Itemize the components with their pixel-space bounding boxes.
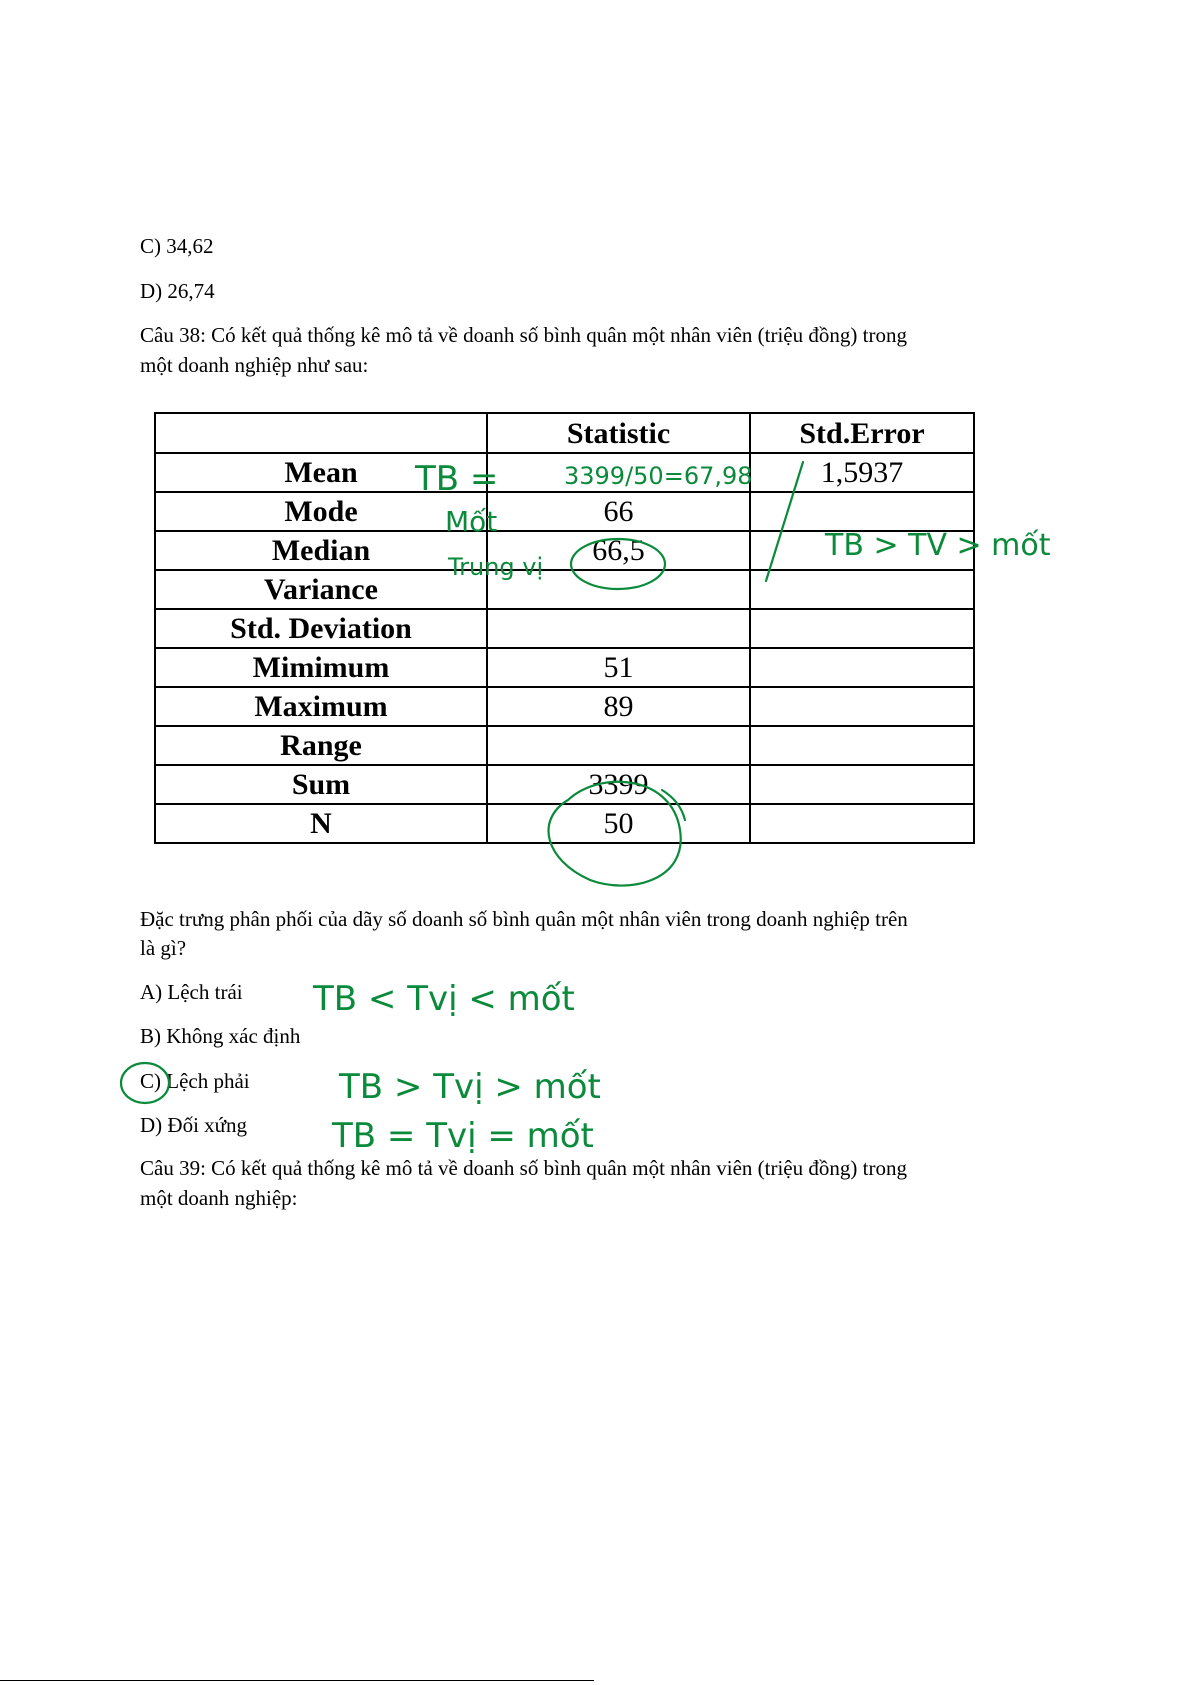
option-c: C) Lệch phải — [140, 1069, 250, 1093]
question-39-stem-line2: một doanh nghiệp: — [140, 1186, 298, 1210]
table-row — [155, 570, 974, 609]
option-b: B) Không xác định — [140, 1024, 301, 1048]
row-label: Mean — [155, 453, 487, 492]
header-std-error: Std.Error — [750, 413, 974, 453]
hw-skew-note: TB > TV > mốt — [825, 528, 1051, 563]
table-row — [155, 492, 974, 531]
header-blank — [155, 413, 487, 453]
option-a: A) Lệch trái — [140, 980, 243, 1004]
table-header-row — [155, 413, 974, 453]
row-std-error — [750, 687, 974, 726]
row-std-error — [750, 531, 974, 570]
row-statistic — [487, 726, 750, 765]
hw-option-a-note: TB < Tvị < mốt — [313, 979, 575, 1019]
table-row — [155, 609, 974, 648]
header-statistic: Statistic — [487, 413, 750, 453]
row-std-error — [750, 765, 974, 804]
table-row — [155, 531, 974, 570]
table-row — [155, 804, 974, 843]
row-statistic — [487, 570, 750, 609]
row-statistic: 50 — [487, 804, 750, 843]
hw-option-d-note: TB = Tvị = mốt — [332, 1116, 594, 1156]
row-label: Median — [155, 531, 487, 570]
table-row — [155, 726, 974, 765]
table-row — [155, 687, 974, 726]
table-row — [155, 648, 974, 687]
row-statistic — [487, 453, 750, 492]
table-row — [155, 453, 974, 492]
row-statistic: 66 — [487, 492, 750, 531]
descriptive-statistics-table — [154, 412, 975, 844]
row-label: Range — [155, 726, 487, 765]
option-d: D) Đối xứng — [140, 1113, 248, 1137]
question-38-stem-line1: Câu 38: Có kết quả thống kê mô tả về doanh số bình quân một nhân viên (triệu đồng) trong — [140, 323, 907, 347]
row-statistic: 51 — [487, 648, 750, 687]
row-label: Maximum — [155, 687, 487, 726]
row-label: Sum — [155, 765, 487, 804]
row-std-error: 1,5937 — [750, 453, 974, 492]
row-statistic: 66,5 — [487, 531, 750, 570]
question-38-line2: là gì? — [140, 936, 187, 960]
question-38-line1: Đặc trưng phân phối của dãy số doanh số bình quân một nhân viên trong doanh nghiệp trên — [140, 907, 908, 931]
row-std-error — [750, 648, 974, 687]
row-label: Std. Deviation — [155, 609, 487, 648]
question-38-stem-line2: một doanh nghiệp như sau: — [140, 353, 369, 377]
row-statistic: 89 — [487, 687, 750, 726]
option-c-prev: C) 34,62 — [140, 234, 214, 258]
row-std-error — [750, 804, 974, 843]
row-label: Mimimum — [155, 648, 487, 687]
hw-mean-note: TB = — [415, 459, 499, 499]
hw-mode-note: Mốt — [445, 505, 498, 538]
question-39-stem-line1: Câu 39: Có kết quả thống kê mô tả về doanh số bình quân một nhân viên (triệu đồng) trong — [140, 1156, 907, 1180]
footnote-rule — [0, 1680, 594, 1681]
hw-mean-calc: 3399/50=67,98 — [564, 462, 753, 490]
row-label: Variance — [155, 570, 487, 609]
row-label: Mode — [155, 492, 487, 531]
row-std-error — [750, 492, 974, 531]
option-d-prev: D) 26,74 — [140, 279, 215, 303]
hw-option-c-note: TB > Tvị > mốt — [339, 1067, 601, 1107]
row-statistic: 3399 — [487, 765, 750, 804]
table-row — [155, 765, 974, 804]
row-std-error — [750, 726, 974, 765]
row-std-error — [750, 570, 974, 609]
row-statistic — [487, 609, 750, 648]
row-std-error — [750, 609, 974, 648]
row-label: N — [155, 804, 487, 843]
hw-median-note: Trung vị — [448, 553, 544, 581]
